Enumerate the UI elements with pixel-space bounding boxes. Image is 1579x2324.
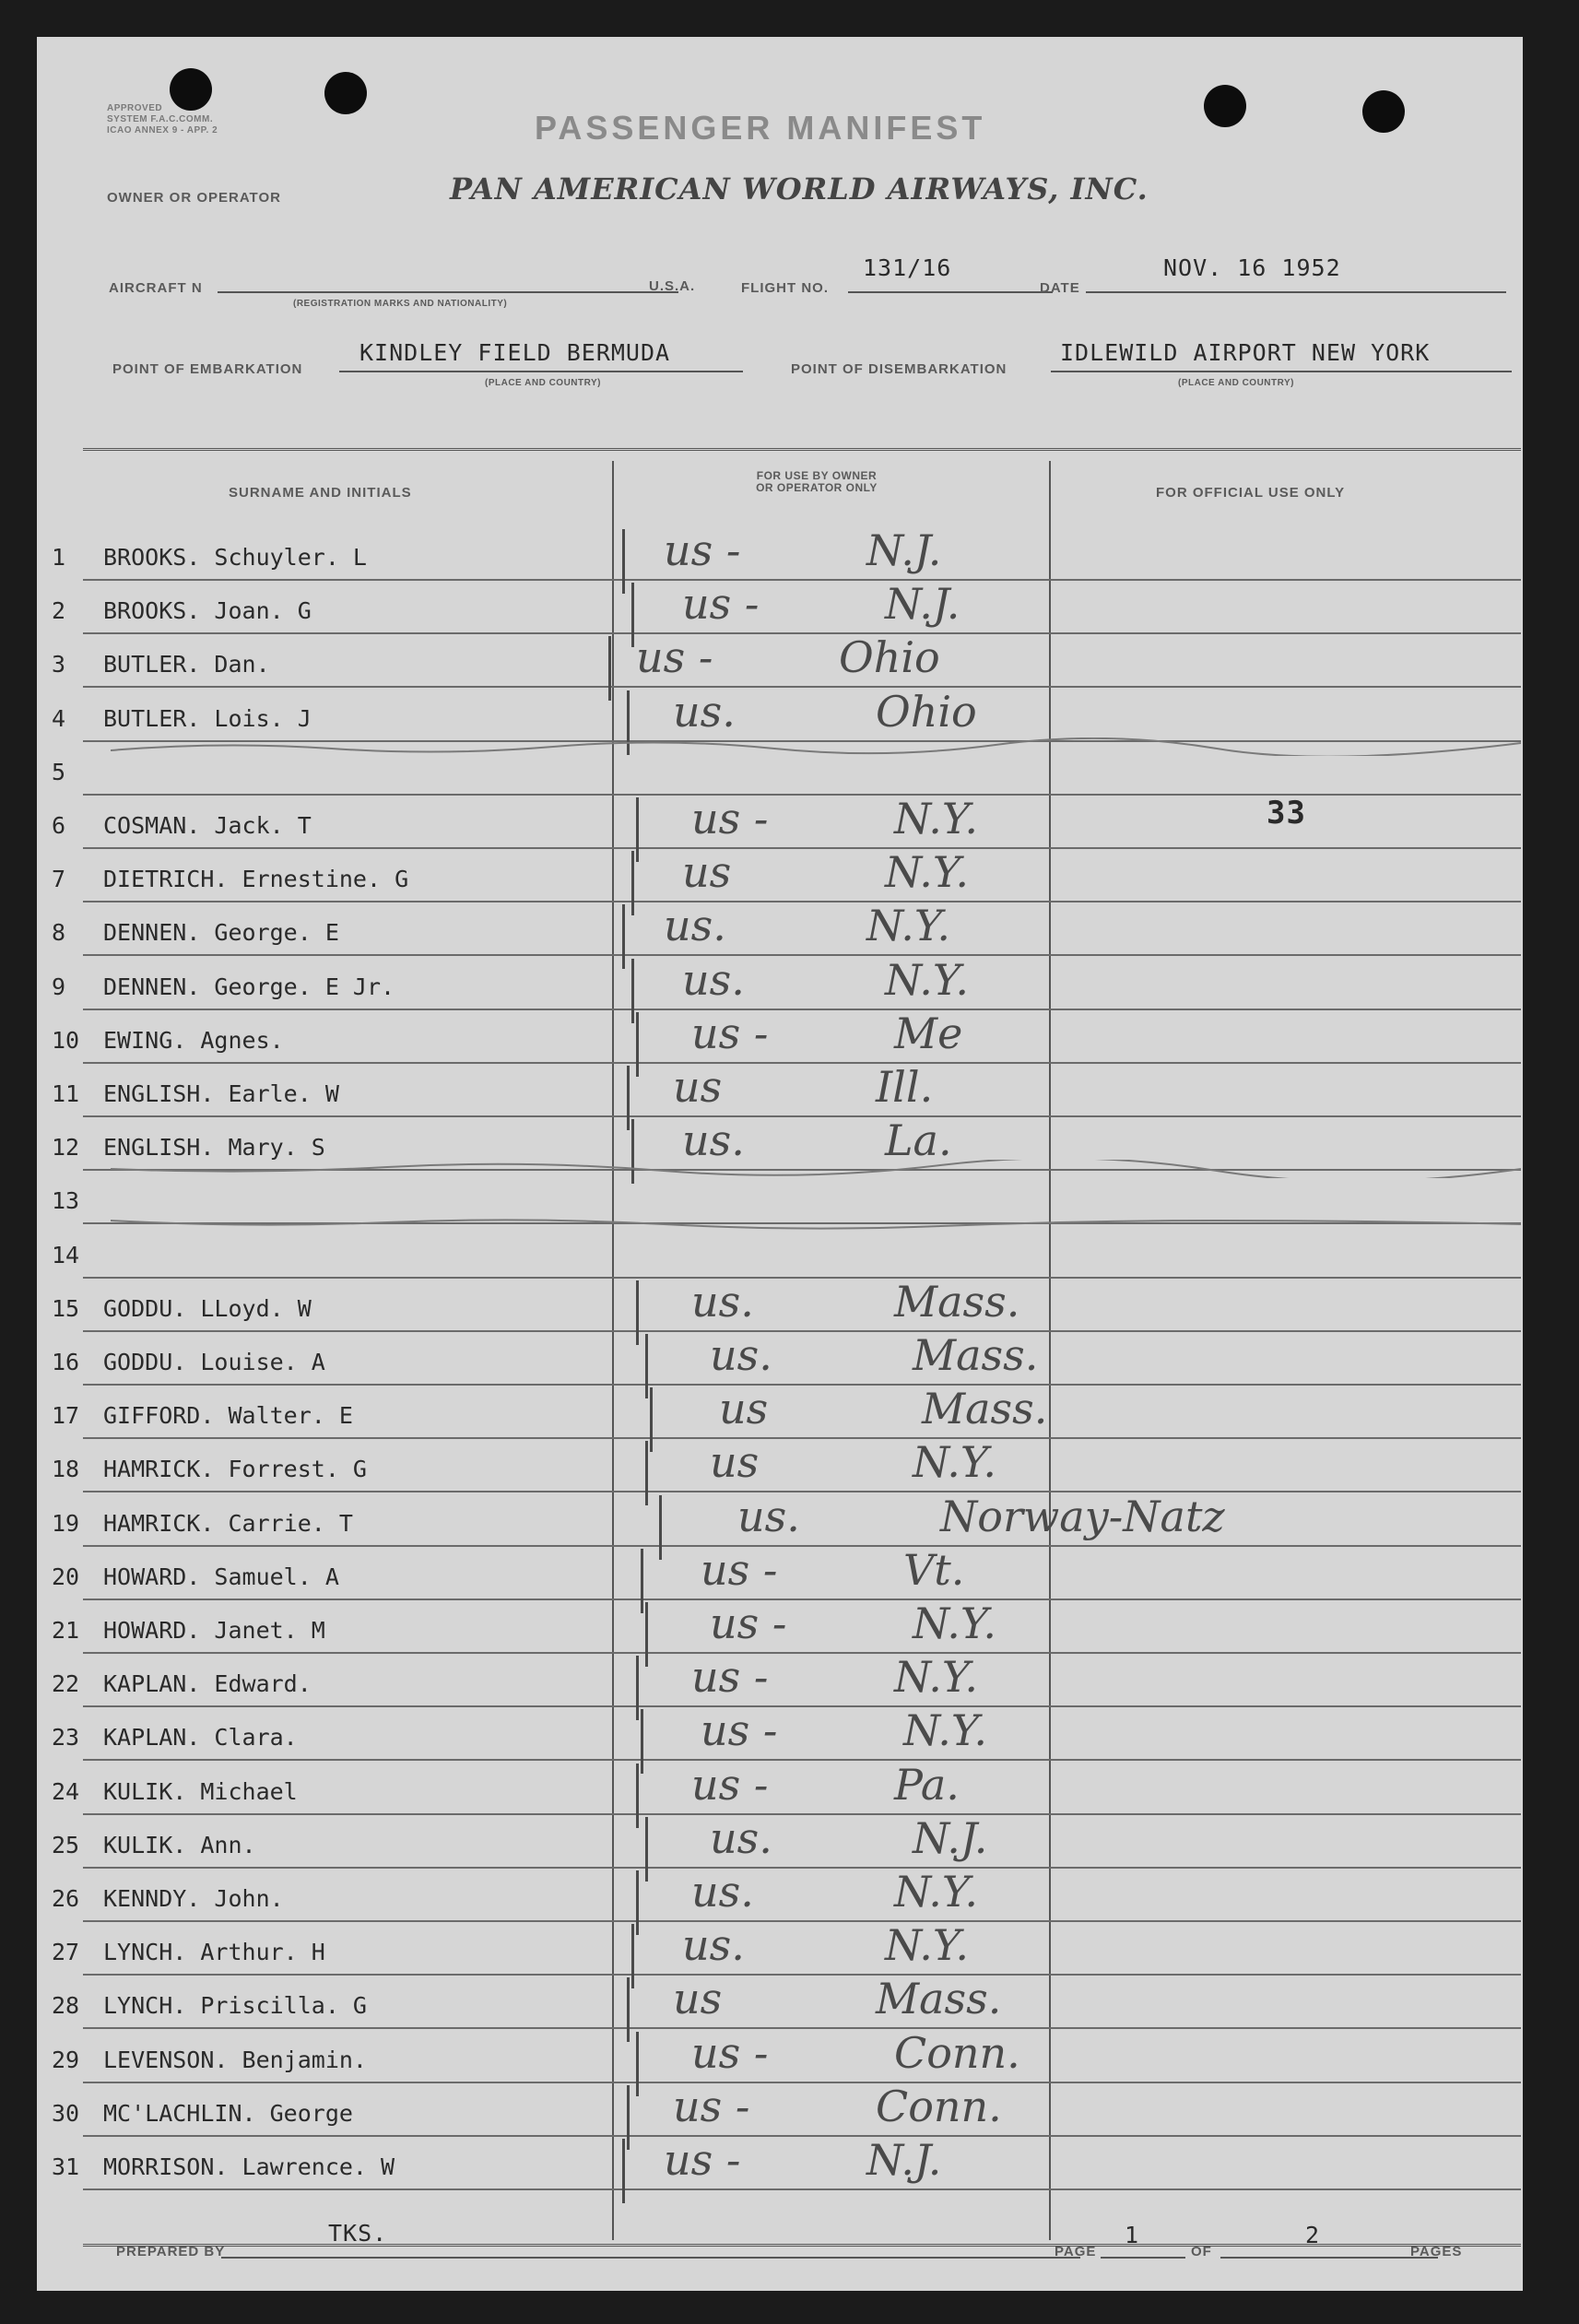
row-number: 19 [52,1509,80,1537]
check-mark [645,1441,648,1505]
col-official: FOR OFFICIAL USE ONLY [1156,485,1346,501]
citizenship-handwritten: us - [673,2081,750,2131]
row-number: 28 [52,1992,80,2020]
citizenship-handwritten: us - [691,1652,769,1703]
disembark-caption: (PLACE AND COUNTRY) [1178,378,1294,388]
citizenship-handwritten: us. [710,1812,772,1863]
citizenship-handwritten: us - [710,1598,787,1648]
disembark-label: POINT OF DISEMBARKATION [791,361,1007,377]
check-mark [650,1387,653,1452]
check-mark [636,1012,639,1077]
row-number: 5 [52,758,66,785]
row-number: 18 [52,1456,80,1483]
row-number: 13 [52,1187,80,1215]
row-rule [83,1974,1521,1976]
row-number: 1 [52,544,66,571]
passenger-name: DENNEN. George. E [103,919,339,947]
citizenship-handwritten: us. [682,1920,745,1971]
residence-handwritten: N.J. [885,579,960,630]
check-mark [636,1764,639,1828]
residence-handwritten: Ohio [839,632,940,683]
passenger-name: ENGLISH. Earle. W [103,1080,339,1107]
flight-number: 131/16 [863,254,952,281]
row-rule [83,1384,1521,1386]
punch-hole [324,72,367,114]
row-rule [83,632,1521,634]
passenger-name: KULIK. Ann. [103,1831,256,1858]
citizenship-handwritten: us. [737,1491,800,1541]
citizenship-handwritten: us - [664,525,741,575]
residence-handwritten: Mass. [922,1384,1048,1434]
residence-handwritten: Mass. [894,1276,1020,1327]
row-rule [83,1009,1521,1010]
passenger-name: GIFFORD. Walter. E [103,1402,353,1430]
usa-label: U.S.A. [649,278,696,294]
citizenship-handwritten: us - [664,2135,741,2185]
residence-handwritten: N.Y. [894,1867,978,1917]
row-rule [83,2135,1521,2137]
passenger-name: EWING. Agnes. [103,1026,284,1054]
passenger-name: LYNCH. Arthur. H [103,1939,325,1966]
residence-handwritten: N.J. [913,1812,988,1863]
col-surname: SURNAME AND INITIALS [229,485,412,501]
passenger-name: KAPLAN. Edward. [103,1670,312,1698]
residence-handwritten: Conn. [894,2027,1020,2078]
passenger-name: HAMRICK. Carrie. T [103,1509,353,1537]
check-mark [636,1656,639,1720]
citizenship-handwritten: us [682,847,732,898]
residence-handwritten: N.Y. [885,954,969,1005]
residence-handwritten: Pa. [894,1759,960,1810]
row-rule [83,794,1521,796]
row-rule [83,686,1521,688]
row-rule [83,2188,1521,2190]
row-number: 2 [52,597,66,625]
embark-caption: (PLACE AND COUNTRY) [485,378,601,388]
passenger-name: DENNEN. George. E Jr. [103,973,395,1000]
row-rule [83,847,1521,849]
date-label: DATE [1040,280,1080,296]
passenger-name: HAMRICK. Forrest. G [103,1456,367,1483]
residence-handwritten: Conn. [876,2081,1002,2131]
embark-label: POINT OF EMBARKATION [112,361,303,377]
row-rule [83,1759,1521,1761]
residence-handwritten: N.Y. [913,1598,996,1648]
citizenship-handwritten: us - [682,579,760,630]
page-label: PAGE [1055,2244,1097,2259]
passenger-name: MC'LACHLIN. George [103,2099,353,2127]
check-mark [631,959,634,1023]
citizenship-handwritten: us. [691,1276,754,1327]
citizenship-handwritten: us [673,1062,723,1112]
row-rule [83,1598,1521,1600]
disembark-value: IDLEWILD AIRPORT NEW YORK [1060,339,1431,366]
passenger-name: ENGLISH. Mary. S [103,1134,325,1162]
strikeout-line-14 [111,1213,1521,1232]
row-number: 25 [52,1831,80,1858]
check-mark [636,1280,639,1345]
passenger-name: BROOKS. Joan. G [103,597,312,625]
row-rule [83,954,1521,956]
row-number: 8 [52,919,66,947]
flight-label: FLIGHT NO. [741,280,829,296]
row-number: 12 [52,1134,80,1162]
form-title: PASSENGER MANIFEST [535,109,986,147]
pages-label: PAGES [1410,2244,1463,2259]
residence-handwritten: N.Y. [903,1705,987,1756]
check-mark [631,851,634,915]
citizenship-handwritten: us. [691,1867,754,1917]
row-rule [83,1115,1521,1117]
registration-caption: (REGISTRATION MARKS AND NATIONALITY) [293,299,508,309]
check-mark [636,1870,639,1935]
residence-handwritten: N.J. [866,2135,942,2185]
check-mark [608,636,611,701]
citizenship-handwritten: us. [673,686,736,737]
row-number: 27 [52,1939,80,1966]
check-mark [641,1549,643,1613]
citizenship-handwritten: us - [691,1008,769,1058]
check-mark [631,1924,634,1988]
check-mark [645,1602,648,1667]
passenger-name: GODDU. Louise. A [103,1349,325,1375]
passenger-name: GODDU. LLoyd. W [103,1294,312,1322]
row-rule [83,1491,1521,1492]
check-mark [627,2085,630,2150]
row-number: 20 [52,1563,80,1590]
col-owner-use: FOR USE BY OWNER OR OPERATOR ONLY [756,469,878,494]
residence-handwritten: La. [885,1115,952,1166]
residence-handwritten: N.Y. [866,901,950,951]
citizenship-handwritten: us. [682,1115,745,1166]
residence-handwritten: Norway-Natz [940,1491,1225,1541]
row-number: 29 [52,2046,80,2073]
row-rule [83,1705,1521,1707]
official-note: 33 [1267,795,1306,832]
row-rule [83,1652,1521,1654]
check-mark [645,1334,648,1398]
citizenship-handwritten: us - [701,1544,778,1595]
passenger-name: MORRISON. Lawrence. W [103,2153,395,2180]
check-mark [645,1817,648,1882]
row-number: 15 [52,1294,80,1322]
row-rule [83,1062,1521,1064]
row-rule [83,2027,1521,2029]
residence-handwritten: Mass. [876,1974,1002,2024]
row-number: 3 [52,651,66,678]
of-label: OF [1191,2244,1212,2259]
row-number: 4 [52,704,66,732]
passenger-name: BUTLER. Dan. [103,651,270,678]
residence-handwritten: N.Y. [894,1652,978,1703]
passenger-name: BROOKS. Schuyler. L [103,544,367,571]
residence-handwritten: N.Y. [885,1920,969,1971]
passenger-name: COSMAN. Jack. T [103,812,312,839]
strikeout-line-13 [111,1160,1521,1178]
check-mark [622,529,625,594]
row-number: 9 [52,973,66,1000]
check-mark [622,904,625,969]
check-mark [622,2139,625,2203]
punch-hole [1362,90,1405,133]
passenger-name: HOWARD. Janet. M [103,1617,325,1644]
citizenship-handwritten: us - [701,1705,778,1756]
row-rule [83,1437,1521,1439]
residence-handwritten: N.Y. [913,1437,996,1488]
strikeout-line-5 [111,737,1521,756]
row-number: 6 [52,812,66,839]
owner-label: OWNER OR OPERATOR [107,190,281,206]
residence-handwritten: Ill. [876,1062,934,1112]
row-number: 10 [52,1026,80,1054]
row-number: 26 [52,1885,80,1912]
row-number: 24 [52,1777,80,1805]
page-total: 2 [1305,2222,1321,2248]
row-rule [83,1277,1521,1279]
row-rule [83,1920,1521,1922]
row-number: 21 [52,1617,80,1644]
row-rule [83,901,1521,902]
row-number: 31 [52,2153,80,2180]
manifest-date: NOV. 16 1952 [1163,254,1341,281]
prepared-by: TKS. [328,2220,388,2247]
passenger-name: LYNCH. Priscilla. G [103,1992,367,2020]
row-rule [83,1813,1521,1815]
passenger-name: KULIK. Michael [103,1777,298,1805]
citizenship-handwritten: us [719,1384,769,1434]
residence-handwritten: N.Y. [894,794,978,843]
row-number: 17 [52,1402,80,1430]
row-number: 22 [52,1670,80,1698]
check-mark [627,1066,630,1130]
citizenship-handwritten: us [710,1437,760,1488]
row-number: 16 [52,1349,80,1375]
row-rule [83,1545,1521,1547]
passenger-name: BUTLER. Lois. J [103,704,312,732]
citizenship-handwritten: us - [691,794,769,843]
row-rule [83,579,1521,581]
residence-handwritten: N.Y. [885,847,969,898]
approval-stamp: APPROVED SYSTEM F.A.C.COMM. ICAO ANNEX 9 - APP. 2 [107,103,218,136]
residence-handwritten: N.J. [866,525,942,575]
aircraft-label: AIRCRAFT N [109,280,203,296]
embark-value: KINDLEY FIELD BERMUDA [359,339,671,366]
row-number: 23 [52,1724,80,1752]
row-rule [83,2082,1521,2083]
residence-handwritten: Vt. [903,1544,965,1595]
citizenship-handwritten: us [673,1974,723,2024]
citizenship-handwritten: us - [691,2027,769,2078]
check-mark [636,2032,639,2096]
prepared-label: PREPARED BY [116,2244,226,2259]
check-mark [641,1709,643,1774]
citizenship-handwritten: us - [691,1759,769,1810]
manifest-page [37,37,1523,2291]
passenger-name: KENNDY. John. [103,1885,284,1912]
residence-handwritten: Me [894,1008,963,1058]
passenger-name: DIETRICH. Ernestine. G [103,866,409,893]
citizenship-handwritten: us. [710,1330,772,1380]
passenger-name: HOWARD. Samuel. A [103,1563,339,1590]
citizenship-handwritten: us. [664,901,726,951]
row-rule [83,1867,1521,1869]
check-mark [659,1495,662,1560]
page-number: 1 [1125,2222,1140,2248]
punch-hole [1204,85,1246,127]
row-number: 30 [52,2099,80,2127]
row-number: 11 [52,1080,80,1107]
row-rule [83,1330,1521,1332]
citizenship-handwritten: us - [636,632,713,683]
residence-handwritten: Ohio [876,686,977,737]
check-mark [631,583,634,647]
passenger-name: LEVENSON. Benjamin. [103,2046,367,2073]
check-mark [636,797,639,862]
passenger-name: KAPLAN. Clara. [103,1724,298,1752]
check-mark [627,1977,630,2042]
row-number: 14 [52,1241,80,1268]
citizenship-handwritten: us. [682,954,745,1005]
residence-handwritten: Mass. [913,1330,1039,1380]
row-number: 7 [52,866,66,893]
owner-value: PAN AMERICAN WORLD AIRWAYS, INC. [450,171,1149,206]
